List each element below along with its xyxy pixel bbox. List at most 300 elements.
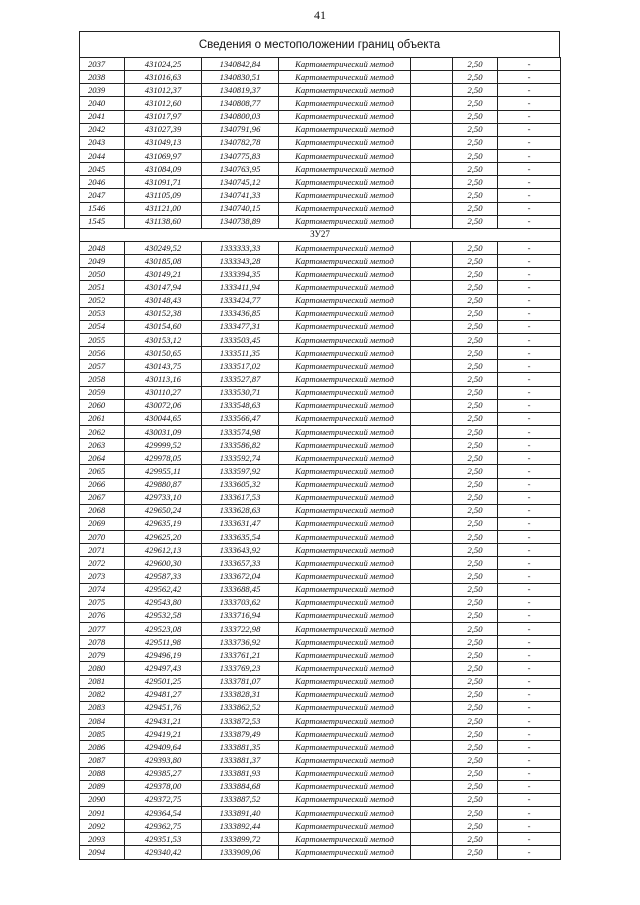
cell-coord-y: 1333899,72 xyxy=(202,833,279,846)
cell-extra: - xyxy=(498,452,561,465)
cell-coord-x: 429378,00 xyxy=(125,780,202,793)
cell-extra: - xyxy=(498,675,561,688)
cell-spacer xyxy=(411,701,453,714)
cell-point-number: 2078 xyxy=(80,636,125,649)
cell-spacer xyxy=(411,780,453,793)
cell-spacer xyxy=(411,399,453,412)
cell-coord-y: 1333574,98 xyxy=(202,425,279,438)
cell-method: Картометрический метод xyxy=(279,793,411,806)
cell-method: Картометрический метод xyxy=(279,465,411,478)
cell-accuracy: 2,50 xyxy=(453,478,498,491)
cell-coord-x: 429880,87 xyxy=(125,478,202,491)
cell-point-number: 2075 xyxy=(80,596,125,609)
cell-coord-y: 1333548,63 xyxy=(202,399,279,412)
cell-accuracy: 2,50 xyxy=(453,793,498,806)
cell-method: Картометрический метод xyxy=(279,596,411,609)
cell-point-number: 2073 xyxy=(80,570,125,583)
cell-extra: - xyxy=(498,439,561,452)
cell-point-number: 2090 xyxy=(80,793,125,806)
cell-accuracy: 2,50 xyxy=(453,465,498,478)
cell-spacer xyxy=(411,531,453,544)
cell-method: Картометрический метод xyxy=(279,504,411,517)
cell-accuracy: 2,50 xyxy=(453,741,498,754)
cell-coord-y: 1333672,04 xyxy=(202,570,279,583)
cell-extra: - xyxy=(498,609,561,622)
cell-coord-x: 431069,97 xyxy=(125,149,202,162)
cell-coord-y: 1333881,37 xyxy=(202,754,279,767)
cell-spacer xyxy=(411,97,453,110)
cell-coord-y: 1333769,23 xyxy=(202,662,279,675)
table-row xyxy=(80,84,561,97)
cell-coord-y: 1333892,44 xyxy=(202,820,279,833)
cell-method: Картометрический метод xyxy=(279,780,411,793)
cell-point-number: 2072 xyxy=(80,557,125,570)
cell-method: Картометрический метод xyxy=(279,570,411,583)
cell-extra: - xyxy=(498,741,561,754)
cell-coord-x: 429600,30 xyxy=(125,557,202,570)
table-row xyxy=(80,675,561,688)
cell-coord-x: 429501,25 xyxy=(125,675,202,688)
cell-coord-y: 1340745,12 xyxy=(202,176,279,189)
table-row xyxy=(80,373,561,386)
table-row xyxy=(80,754,561,767)
cell-coord-y: 1333828,31 xyxy=(202,688,279,701)
cell-method: Картометрический метод xyxy=(279,320,411,333)
cell-accuracy: 2,50 xyxy=(453,531,498,544)
table-row xyxy=(80,715,561,728)
cell-coord-x: 429385,27 xyxy=(125,767,202,780)
cell-coord-y: 1333643,92 xyxy=(202,544,279,557)
cell-spacer xyxy=(411,412,453,425)
cell-coord-y: 1333657,33 xyxy=(202,557,279,570)
table-row xyxy=(80,347,561,360)
table-row xyxy=(80,360,561,373)
cell-coord-y: 1340741,33 xyxy=(202,189,279,202)
cell-method: Картометрический метод xyxy=(279,649,411,662)
cell-coord-x: 429451,76 xyxy=(125,701,202,714)
cell-coord-y: 1333566,47 xyxy=(202,412,279,425)
table-row xyxy=(80,570,561,583)
cell-method: Картометрический метод xyxy=(279,688,411,701)
cell-coord-y: 1333592,74 xyxy=(202,452,279,465)
cell-spacer xyxy=(411,596,453,609)
cell-coord-x: 429409,64 xyxy=(125,741,202,754)
cell-spacer xyxy=(411,347,453,360)
cell-coord-y: 1340819,37 xyxy=(202,84,279,97)
cell-coord-x: 430072,06 xyxy=(125,399,202,412)
cell-extra: - xyxy=(498,373,561,386)
cell-spacer xyxy=(411,491,453,504)
cell-coord-y: 1340830,51 xyxy=(202,71,279,84)
cell-method: Картометрический метод xyxy=(279,662,411,675)
cell-spacer xyxy=(411,439,453,452)
cell-point-number: 2050 xyxy=(80,268,125,281)
cell-accuracy: 2,50 xyxy=(453,780,498,793)
cell-point-number: 2043 xyxy=(80,136,125,149)
cell-spacer xyxy=(411,163,453,176)
table-row xyxy=(80,688,561,701)
cell-point-number: 1546 xyxy=(80,202,125,215)
cell-point-number: 2076 xyxy=(80,609,125,622)
cell-spacer xyxy=(411,452,453,465)
cell-accuracy: 2,50 xyxy=(453,215,498,228)
table-row xyxy=(80,623,561,636)
cell-coord-y: 1333511,35 xyxy=(202,347,279,360)
cell-accuracy: 2,50 xyxy=(453,649,498,662)
cell-coord-x: 429496,19 xyxy=(125,649,202,662)
cell-spacer xyxy=(411,215,453,228)
table-row xyxy=(80,399,561,412)
cell-method: Картометрический метод xyxy=(279,846,411,859)
cell-method: Картометрический метод xyxy=(279,544,411,557)
cell-accuracy: 2,50 xyxy=(453,294,498,307)
cell-extra: - xyxy=(498,504,561,517)
cell-accuracy: 2,50 xyxy=(453,202,498,215)
cell-coord-x: 429372,75 xyxy=(125,793,202,806)
cell-spacer xyxy=(411,728,453,741)
cell-coord-y: 1333628,63 xyxy=(202,504,279,517)
cell-extra: - xyxy=(498,636,561,649)
cell-extra: - xyxy=(498,149,561,162)
table-row xyxy=(80,268,561,281)
cell-accuracy: 2,50 xyxy=(453,255,498,268)
cell-point-number: 2088 xyxy=(80,767,125,780)
cell-accuracy: 2,50 xyxy=(453,149,498,162)
table-row xyxy=(80,544,561,557)
cell-method: Картометрический метод xyxy=(279,754,411,767)
cell-coord-y: 1333872,53 xyxy=(202,715,279,728)
cell-coord-y: 1340740,15 xyxy=(202,202,279,215)
cell-coord-y: 1333881,93 xyxy=(202,767,279,780)
table-row xyxy=(80,189,561,202)
cell-extra: - xyxy=(498,189,561,202)
cell-point-number: 2062 xyxy=(80,425,125,438)
table-row xyxy=(80,596,561,609)
cell-accuracy: 2,50 xyxy=(453,636,498,649)
cell-accuracy: 2,50 xyxy=(453,189,498,202)
table-row xyxy=(80,215,561,228)
cell-point-number: 2074 xyxy=(80,583,125,596)
cell-method: Картометрический метод xyxy=(279,97,411,110)
cell-point-number: 2079 xyxy=(80,649,125,662)
cell-spacer xyxy=(411,281,453,294)
cell-point-number: 2052 xyxy=(80,294,125,307)
cell-point-number: 2092 xyxy=(80,820,125,833)
table-row xyxy=(80,531,561,544)
table-row xyxy=(80,649,561,662)
cell-extra: - xyxy=(498,241,561,254)
cell-accuracy: 2,50 xyxy=(453,662,498,675)
cell-coord-x: 429351,53 xyxy=(125,833,202,846)
cell-point-number: 2089 xyxy=(80,780,125,793)
cell-coord-y: 1333343,28 xyxy=(202,255,279,268)
cell-method: Картометрический метод xyxy=(279,281,411,294)
cell-coord-y: 1340775,83 xyxy=(202,149,279,162)
cell-extra: - xyxy=(498,136,561,149)
cell-coord-y: 1333436,85 xyxy=(202,307,279,320)
cell-point-number: 2085 xyxy=(80,728,125,741)
table-row xyxy=(80,662,561,675)
cell-coord-x: 429733,10 xyxy=(125,491,202,504)
cell-method: Картометрический метод xyxy=(279,412,411,425)
cell-coord-y: 1333503,45 xyxy=(202,333,279,346)
cell-point-number: 2039 xyxy=(80,84,125,97)
cell-coord-y: 1333411,94 xyxy=(202,281,279,294)
cell-coord-y: 1340791,96 xyxy=(202,123,279,136)
cell-accuracy: 2,50 xyxy=(453,136,498,149)
table-row xyxy=(80,846,561,859)
cell-method: Картометрический метод xyxy=(279,820,411,833)
cell-extra: - xyxy=(498,176,561,189)
table-row xyxy=(80,583,561,596)
cell-spacer xyxy=(411,294,453,307)
cell-coord-x: 429511,98 xyxy=(125,636,202,649)
cell-accuracy: 2,50 xyxy=(453,688,498,701)
cell-accuracy: 2,50 xyxy=(453,544,498,557)
cell-accuracy: 2,50 xyxy=(453,360,498,373)
cell-point-number: 2071 xyxy=(80,544,125,557)
cell-extra: - xyxy=(498,649,561,662)
cell-spacer xyxy=(411,807,453,820)
cell-accuracy: 2,50 xyxy=(453,596,498,609)
cell-spacer xyxy=(411,176,453,189)
cell-coord-x: 430150,65 xyxy=(125,347,202,360)
rows-group-b xyxy=(80,241,561,859)
cell-accuracy: 2,50 xyxy=(453,97,498,110)
cell-spacer xyxy=(411,504,453,517)
cell-method: Картометрический метод xyxy=(279,149,411,162)
cell-spacer xyxy=(411,136,453,149)
cell-extra: - xyxy=(498,793,561,806)
table-row xyxy=(80,780,561,793)
cell-coord-x: 429612,13 xyxy=(125,544,202,557)
cell-extra: - xyxy=(498,215,561,228)
cell-accuracy: 2,50 xyxy=(453,268,498,281)
cell-extra: - xyxy=(498,478,561,491)
cell-extra: - xyxy=(498,123,561,136)
cell-spacer xyxy=(411,570,453,583)
cell-coord-y: 1333631,47 xyxy=(202,517,279,530)
table-row xyxy=(80,728,561,741)
cell-coord-x: 430153,12 xyxy=(125,333,202,346)
cell-point-number: 2059 xyxy=(80,386,125,399)
cell-spacer xyxy=(411,189,453,202)
cell-coord-y: 1340800,03 xyxy=(202,110,279,123)
cell-spacer xyxy=(411,767,453,780)
cell-spacer xyxy=(411,544,453,557)
cell-method: Картометрический метод xyxy=(279,491,411,504)
cell-spacer xyxy=(411,58,453,71)
cell-accuracy: 2,50 xyxy=(453,163,498,176)
cell-coord-y: 1340782,78 xyxy=(202,136,279,149)
cell-accuracy: 2,50 xyxy=(453,846,498,859)
cell-coord-y: 1333617,53 xyxy=(202,491,279,504)
cell-method: Картометрический метод xyxy=(279,110,411,123)
table-row xyxy=(80,820,561,833)
cell-spacer xyxy=(411,793,453,806)
cell-spacer xyxy=(411,649,453,662)
cell-spacer xyxy=(411,110,453,123)
cell-method: Картометрический метод xyxy=(279,176,411,189)
cell-extra: - xyxy=(498,465,561,478)
cell-extra: - xyxy=(498,84,561,97)
cell-accuracy: 2,50 xyxy=(453,412,498,425)
cell-point-number: 2094 xyxy=(80,846,125,859)
cell-spacer xyxy=(411,675,453,688)
table-row xyxy=(80,793,561,806)
cell-coord-y: 1333781,07 xyxy=(202,675,279,688)
cell-coord-y: 1333394,35 xyxy=(202,268,279,281)
cell-coord-y: 1333586,82 xyxy=(202,439,279,452)
cell-coord-y: 1333716,94 xyxy=(202,609,279,622)
cell-point-number: 2049 xyxy=(80,255,125,268)
table-row xyxy=(80,241,561,254)
cell-extra: - xyxy=(498,557,561,570)
table-row xyxy=(80,833,561,846)
cell-coord-x: 430152,38 xyxy=(125,307,202,320)
cell-method: Картометрический метод xyxy=(279,675,411,688)
cell-method: Картометрический метод xyxy=(279,386,411,399)
cell-method: Картометрический метод xyxy=(279,478,411,491)
cell-coord-y: 1333879,49 xyxy=(202,728,279,741)
cell-accuracy: 2,50 xyxy=(453,820,498,833)
cell-point-number: 2066 xyxy=(80,478,125,491)
cell-method: Картометрический метод xyxy=(279,557,411,570)
cell-spacer xyxy=(411,623,453,636)
cell-method: Картометрический метод xyxy=(279,728,411,741)
cell-point-number: 2053 xyxy=(80,307,125,320)
cell-method: Картометрический метод xyxy=(279,136,411,149)
cell-method: Картометрический метод xyxy=(279,701,411,714)
cell-accuracy: 2,50 xyxy=(453,833,498,846)
section-label: ЗУ27 xyxy=(80,228,561,241)
cell-point-number: 2081 xyxy=(80,675,125,688)
cell-point-number: 2041 xyxy=(80,110,125,123)
cell-coord-y: 1333881,35 xyxy=(202,741,279,754)
cell-spacer xyxy=(411,202,453,215)
cell-spacer xyxy=(411,386,453,399)
cell-coord-x: 429393,80 xyxy=(125,754,202,767)
cell-method: Картометрический метод xyxy=(279,333,411,346)
table-row xyxy=(80,202,561,215)
cell-spacer xyxy=(411,715,453,728)
cell-extra: - xyxy=(498,360,561,373)
cell-extra: - xyxy=(498,662,561,675)
cell-spacer xyxy=(411,241,453,254)
cell-coord-x: 431138,60 xyxy=(125,215,202,228)
cell-extra: - xyxy=(498,807,561,820)
section-group xyxy=(80,228,561,241)
cell-extra: - xyxy=(498,846,561,859)
cell-extra: - xyxy=(498,596,561,609)
table-row xyxy=(80,425,561,438)
cell-point-number: 2040 xyxy=(80,97,125,110)
table-row xyxy=(80,136,561,149)
cell-extra: - xyxy=(498,281,561,294)
cell-method: Картометрический метод xyxy=(279,294,411,307)
table-row xyxy=(80,452,561,465)
cell-extra: - xyxy=(498,767,561,780)
cell-method: Картометрический метод xyxy=(279,517,411,530)
cell-point-number: 2051 xyxy=(80,281,125,294)
table-row xyxy=(80,320,561,333)
table-row xyxy=(80,163,561,176)
table-row xyxy=(80,386,561,399)
table-row xyxy=(80,491,561,504)
cell-point-number: 2069 xyxy=(80,517,125,530)
cell-extra: - xyxy=(498,320,561,333)
cell-coord-x: 430148,43 xyxy=(125,294,202,307)
table-row xyxy=(80,504,561,517)
cell-spacer xyxy=(411,425,453,438)
cell-spacer xyxy=(411,583,453,596)
cell-method: Картометрический метод xyxy=(279,531,411,544)
cell-point-number: 1545 xyxy=(80,215,125,228)
cell-accuracy: 2,50 xyxy=(453,517,498,530)
cell-spacer xyxy=(411,846,453,859)
cell-coord-y: 1333891,40 xyxy=(202,807,279,820)
cell-accuracy: 2,50 xyxy=(453,373,498,386)
cell-coord-x: 429340,42 xyxy=(125,846,202,859)
cell-extra: - xyxy=(498,347,561,360)
cell-spacer xyxy=(411,123,453,136)
table-row xyxy=(80,110,561,123)
cell-method: Картометрический метод xyxy=(279,268,411,281)
cell-method: Картометрический метод xyxy=(279,241,411,254)
cell-point-number: 2037 xyxy=(80,58,125,71)
cell-coord-y: 1340842,84 xyxy=(202,58,279,71)
cell-extra: - xyxy=(498,399,561,412)
cell-coord-x: 430185,08 xyxy=(125,255,202,268)
cell-coord-x: 430249,52 xyxy=(125,241,202,254)
cell-spacer xyxy=(411,557,453,570)
cell-coord-x: 429635,19 xyxy=(125,517,202,530)
table-row xyxy=(80,478,561,491)
cell-accuracy: 2,50 xyxy=(453,386,498,399)
table-row xyxy=(80,281,561,294)
cell-coord-y: 1340808,77 xyxy=(202,97,279,110)
cell-coord-x: 430031,09 xyxy=(125,425,202,438)
cell-spacer xyxy=(411,820,453,833)
cell-extra: - xyxy=(498,307,561,320)
cell-accuracy: 2,50 xyxy=(453,241,498,254)
table-row xyxy=(80,439,561,452)
cell-method: Картометрический метод xyxy=(279,307,411,320)
cell-method: Картометрический метод xyxy=(279,767,411,780)
cell-point-number: 2048 xyxy=(80,241,125,254)
cell-spacer xyxy=(411,320,453,333)
cell-coord-x: 431012,60 xyxy=(125,97,202,110)
cell-point-number: 2083 xyxy=(80,701,125,714)
cell-spacer xyxy=(411,373,453,386)
cell-coord-y: 1333477,31 xyxy=(202,320,279,333)
cell-method: Картометрический метод xyxy=(279,71,411,84)
cell-extra: - xyxy=(498,202,561,215)
cell-coord-x: 429562,42 xyxy=(125,583,202,596)
cell-extra: - xyxy=(498,58,561,71)
cell-method: Картометрический метод xyxy=(279,202,411,215)
table-row xyxy=(80,71,561,84)
table-row xyxy=(80,741,561,754)
cell-point-number: 2093 xyxy=(80,833,125,846)
cell-coord-x: 429955,11 xyxy=(125,465,202,478)
cell-extra: - xyxy=(498,517,561,530)
cell-accuracy: 2,50 xyxy=(453,570,498,583)
cell-point-number: 2063 xyxy=(80,439,125,452)
cell-coord-y: 1333884,68 xyxy=(202,780,279,793)
cell-spacer xyxy=(411,688,453,701)
cell-method: Картометрический метод xyxy=(279,807,411,820)
